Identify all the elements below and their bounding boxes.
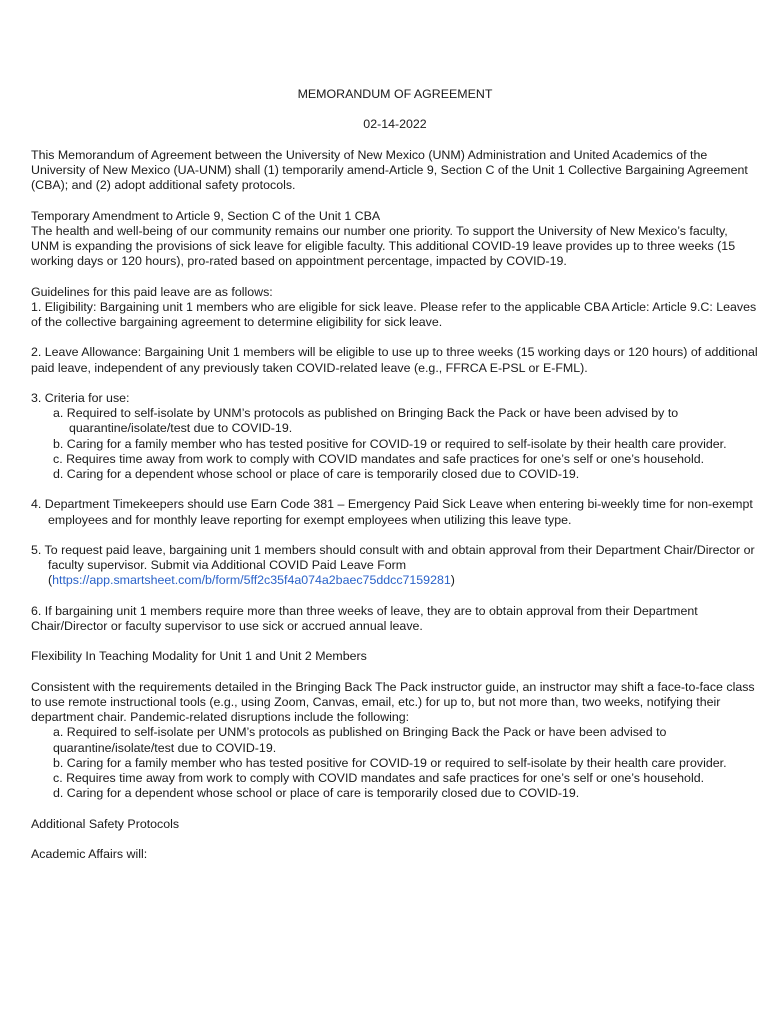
criteria-item-a: a. Required to self-isolate by UNM’s protocols as published on Bringing Back the Pack or have been advised by to quarantine/isolate/test due to COVID-19. — [53, 406, 679, 436]
amendment-heading: Temporary Amendment to Article 9, Section C of the Unit 1 CBA — [31, 208, 381, 223]
criteria-item-b: b. Caring for a family member who has tested positive for COVID-19 or required to self-isolate by their health care provider. — [53, 436, 727, 451]
leave-form-link[interactable]: https://app.smartsheet.com/b/form/5ff2c35f4a074a2baec75ddcc7159281 — [52, 573, 451, 588]
amendment-body: The health and well-being of our community remains our number one priority. To support the University of New Mexico’s faculty, UNM is expanding the provisions of sick leave for eligible faculty. This additional COVID-19 leave provides up to three weeks (15 working days or 120 hours), pro-rated based on appointment percentage, impacted by COVID-19. — [31, 223, 736, 269]
guideline-eligibility: 1. Eligibility: Bargaining unit 1 members who are eligible for sick leave. Please refer to the applicable CBA Article: Article 9.C: Leaves of the collective bargaining agreement to determine eligibility for sick leave. — [31, 299, 757, 329]
document-title: MEMORANDUM OF AGREEMENT — [297, 87, 493, 101]
criteria-item-d: d. Caring for a dependent whose school or place of care is temporarily closed due to COVID-19. — [53, 466, 580, 481]
criteria-item-c: c. Requires time away from work to comply with COVID mandates and safe practices for one’s self or one’s household. — [53, 451, 705, 466]
guideline-timekeepers: 4. Department Timekeepers should use Earn Code 381 – Emergency Paid Sick Leave when entering bi-weekly time for non-exempt employees and for monthly leave reporting for exempt employees when utilizing this leave type. — [31, 497, 753, 527]
intro-paragraph: This Memorandum of Agreement between the University of New Mexico (UNM) Administration and United Academics of the University of New Mexico (UA-UNM) shall (1) temporarily amend-Article 9, Section C of the Unit 1 Collective Bargaining Agreement (CBA); and (2) adopt additional safety protocols. — [31, 147, 748, 193]
safety-heading: Additional Safety Protocols — [31, 816, 180, 831]
flexibility-heading: Flexibility In Teaching Modality for Unit 1 and Unit 2 Members — [31, 649, 367, 664]
request-leave-text: 5. To request paid leave, bargaining unit 1 members should consult with and obtain approval from their Department Chair/Director or faculty supervisor. Submit via Additional COVID Paid Leave Form — [31, 542, 755, 573]
document-date: 02-14-2022 — [363, 117, 427, 132]
guideline-criteria-heading: 3. Criteria for use: — [31, 390, 130, 405]
flexibility-item-d: d. Caring for a dependent whose school or place of care is temporarily closed due to COVID-19. — [53, 786, 580, 801]
flexibility-body: Consistent with the requirements detailed in the Bringing Back The Pack instructor guide, an instructor may shift a face-to-face class to use remote instructional tools (e.g., using Zoom, Canvas, email, etc.) for up to, but not more than, two weeks, notifying their department chair. Pandemic-related disruptions include the following: — [31, 679, 755, 725]
guideline-leave-allowance: 2. Leave Allowance: Bargaining Unit 1 members will be eligible to use up to three weeks (15 working days or 120 hours) of additional paid leave, independent of any previously taken COVID-related leave (e.g., FFRCA E-PSL or E-FML). — [31, 345, 758, 375]
guideline-extended-leave: 6. If bargaining unit 1 members require more than three weeks of leave, they are to obtain approval from their Department Chair/Director or faculty supervisor to use sick or accrued annual leave. — [31, 603, 698, 633]
flexibility-item-c: c. Requires time away from work to comply with COVID mandates and safe practices for one’s self or one’s household. — [53, 770, 705, 785]
guideline-request-leave — [31, 543, 759, 589]
flexibility-item-a: a. Required to self-isolate per UNM’s protocols as published on Bringing Back the Pack or have been advised to quarantine/isolate/test due to COVID-19. — [53, 725, 667, 755]
memorandum-body — [31, 87, 759, 862]
flexibility-item-b: b. Caring for a family member who has tested positive for COVID-19 or required to self-isolate by their health care provider. — [53, 755, 727, 770]
guidelines-heading: Guidelines for this paid leave are as follows: — [31, 284, 273, 299]
link-open-paren: ( — [48, 573, 53, 588]
link-close-paren: ) — [450, 573, 455, 588]
safety-line: Academic Affairs will: — [31, 846, 148, 861]
